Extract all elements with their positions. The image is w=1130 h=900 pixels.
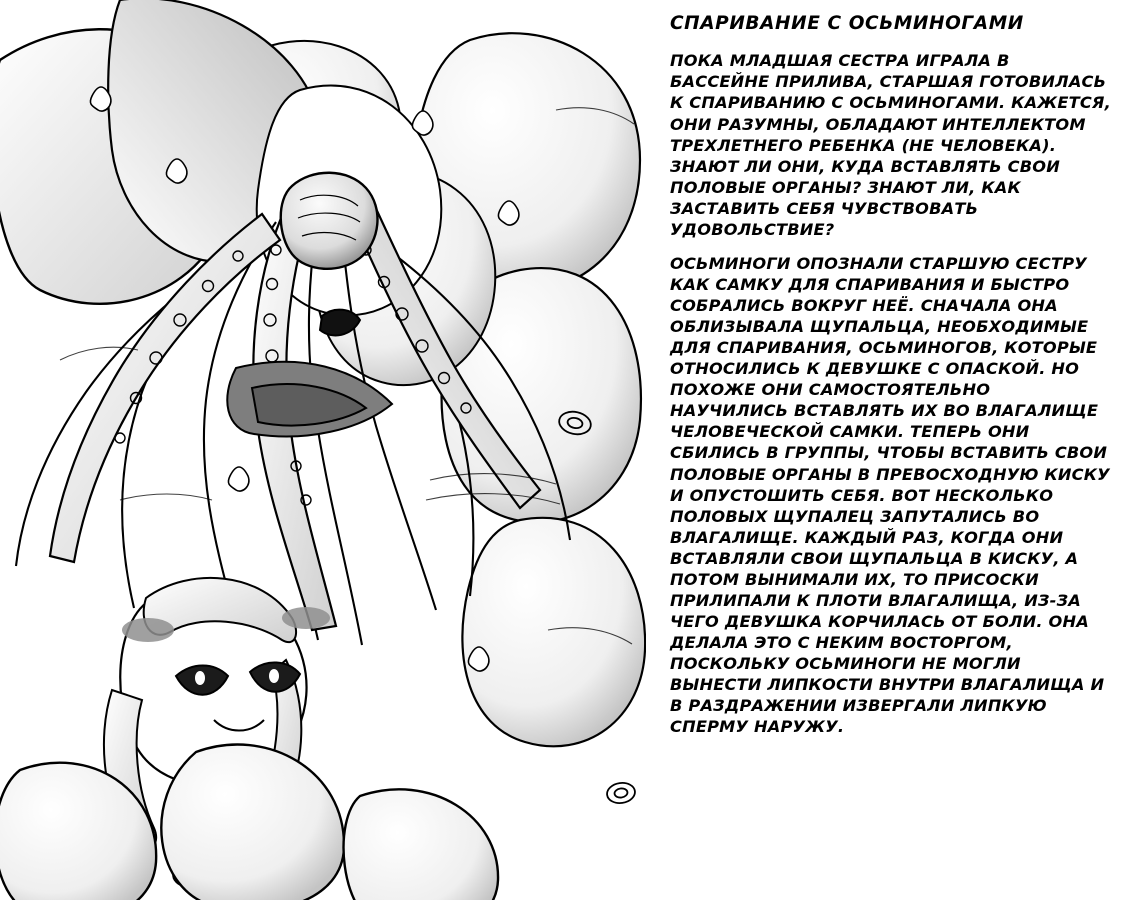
octopus-head xyxy=(281,173,378,269)
page-title: СПАРИВАНИЕ С ОСЬМИНОГАМИ xyxy=(670,13,1024,34)
story-text-panel xyxy=(648,0,1130,900)
story-paragraph-1: ПОКА МЛАДШАЯ СЕСТРА ИГРАЛА В БАССЕЙНЕ ПРИЛИВА, СТАРШАЯ ГОТОВИЛАСЬ К СПАРИВАНИЮ С ОСЬМИНОГАМИ. КАЖЕТСЯ, ОНИ РАЗУМНЫ, ОБЛАДАЮТ ИНТЕЛЛЕКТОМ ТРЕХЛЕТНЕГО РЕБЕНКА (НЕ ЧЕЛОВЕКА). ЗНАЮТ ЛИ ОНИ, КУДА ВСТАВЛЯТЬ СВОИ ПОЛОВЫЕ ОРГАНЫ? ЗНАЮТ ЛИ, КАК ЗАСТАВИТЬ СЕБЯ ЧУВСТВОВАТЬ УДОВОЛЬСТВИЕ? xyxy=(670,51,1111,239)
story-paragraph-2: ОСЬМИНОГИ ОПОЗНАЛИ СТАРШУЮ СЕСТРУ КАК САМКУ ДЛЯ СПАРИВАНИЯ И БЫСТРО СОБРАЛИСЬ ВОКРУГ НЕЁ. СНАЧАЛА ОНА ОБЛИЗЫВАЛА ЩУПАЛЬЦА, НЕОБХОДИМЫЕ ДЛЯ СПАРИВАНИЯ, ОСЬМИНОГОВ, КОТОРЫЕ ОТНОСИЛИСЬ К ДЕВУШКЕ С ОПАСКОЙ. НО ПОХОЖЕ ОНИ САМОСТОЯТЕЛЬНО НАУЧИЛИСЬ ВСТАВЛЯТЬ ИХ ВО ВЛАГАЛИЩЕ ЧЕЛОВЕЧЕСКОЙ САМКИ. ТЕПЕРЬ ОНИ СБИЛИСЬ В ГРУППЫ, ЧТОБЫ ВСТАВИТЬ СВОИ ПОЛОВЫЕ ОРГАНЫ В ПРЕВОСХОДНУЮ КИСКУ И ОПУСТОШИТЬ СЕБЯ. ВОТ НЕСКОЛЬКО ПОЛОВЫХ ЩУПАЛЕЦ ЗАПУТАЛИСЬ ВО ВЛАГАЛИЩЕ. КАЖДЫЙ РАЗ, КОГДА ОНИ ВСТАВЛЯЛИ СВОИ ЩУПАЛЬЦА В КИСКУ, А ПОТОМ ВЫНИМАЛИ ИХ, ТО ПРИСОСКИ ПРИЛИПАЛИ К ПЛОТИ ВЛАГАЛИЩА, ИЗ-ЗА ЧЕГО ДЕВУШКА КОРЧИЛАСЬ ОТ БОЛИ. ОНА ДЕЛАЛА ЭТО С НЕКИМ ВОСТОРГОМ, ПОСКОЛЬКУ ОСЬМИНОГИ НЕ МОГЛИ ВЫНЕСТИ ЛИПКОСТИ ВНУТРИ ВЛАГАЛИЩА И В РАЗДРАЖЕНИИ ИЗВЕРГАЛИ ЛИПКУЮ СПЕРМУ НАРУЖУ. xyxy=(670,253,1110,737)
story-body xyxy=(670,50,1112,737)
